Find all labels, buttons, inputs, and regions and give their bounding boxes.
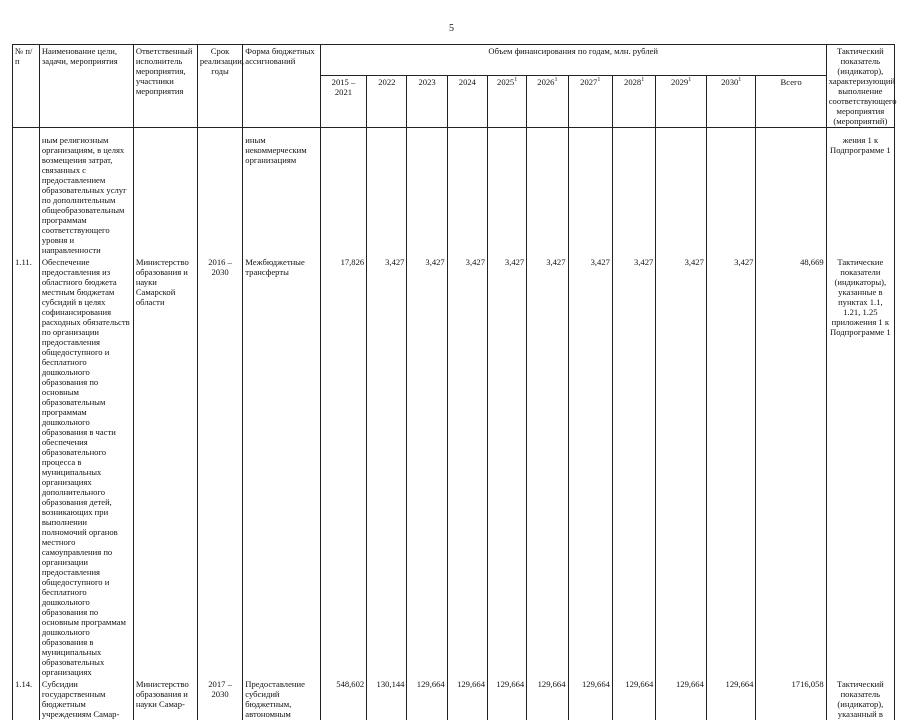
header-year: 2023 (407, 76, 447, 128)
row-form: Межбюджетные трансферты (243, 256, 320, 678)
row-indicator: Тактический показатель (индикатор), указанный в (826, 678, 894, 720)
row-value: 3,427 (706, 256, 756, 678)
row-num: 1.14. (13, 678, 40, 720)
row-value: 3,427 (488, 256, 527, 678)
row-form: Предоставление субсидий бюджетным, автономным (243, 678, 320, 720)
header-num: № п/п (13, 45, 40, 128)
footnote-mark: 1 (688, 77, 692, 84)
table-row (13, 678, 895, 720)
footnote-mark: 1 (597, 77, 601, 84)
row-value: 129,664 (407, 678, 447, 720)
row-value: 129,664 (527, 678, 568, 720)
header-year: 2022 (367, 76, 407, 128)
row-value: 3,427 (407, 256, 447, 678)
row-value (407, 134, 447, 256)
header-year: 2027$^1$ (568, 76, 612, 128)
row-value (447, 134, 487, 256)
header-row (13, 45, 895, 76)
row-name: Субсидии государственным бюджетным учреждениям Самар- (39, 678, 133, 720)
row-value (320, 134, 366, 256)
row-value (706, 134, 756, 256)
row-value: 129,664 (568, 678, 612, 720)
row-value: 548,602 (320, 678, 366, 720)
row-term (197, 134, 242, 256)
header-executor: Ответственный исполнитель мероприятия, участники мероприятия (133, 45, 197, 128)
row-term: 2017 – 2030 (197, 678, 242, 720)
row-executor: Министерство образования и науки Самар- (133, 678, 197, 720)
row-form: иным некоммерческим организациям (243, 134, 320, 256)
footnote-mark: 1 (514, 77, 518, 84)
row-indicator: жения 1 к Подпрограмме 1 (826, 134, 894, 256)
header-year: 2025$^1$ (488, 76, 527, 128)
header-year: 2030$^1$ (706, 76, 756, 128)
header-form: Форма бюджетных ассигнований (243, 45, 320, 128)
row-value (488, 134, 527, 256)
header-year-total: Всего (756, 76, 826, 128)
row-value: 129,664 (488, 678, 527, 720)
header-funding: Объем финансирования по годам, млн. рублей (320, 45, 826, 76)
row-name: Обеспечение предоставления из областного бюджета местным бюджетам субсидий в целях софинансирования расходных обязательств по организации предоставления общедоступного и бесплатного дошкольного образования по основным образовательным программам дошкольного образования в части обеспечения образовательного процесса в муниципальных организациях дополнительного образования детей, возникающих при выполнении полномочий органов местного самоуправления по организации предоставления общедоступного и бесплатного дошкольного образования по основным программам дошкольного образования в муниципальных образовательных организациях (39, 256, 133, 678)
row-executor (133, 134, 197, 256)
row-value (612, 134, 655, 256)
budget-table (12, 44, 895, 720)
row-value: 3,427 (447, 256, 487, 678)
row-value: 129,664 (656, 678, 707, 720)
header-year: 2029$^1$ (656, 76, 707, 128)
row-value-total: 48,669 (756, 256, 826, 678)
row-value (527, 134, 568, 256)
table-row (13, 134, 895, 256)
row-value: 130,144 (367, 678, 407, 720)
row-value: 129,664 (612, 678, 655, 720)
row-value (568, 134, 612, 256)
row-value-total (756, 134, 826, 256)
row-executor: Министерство образования и науки Самарской области (133, 256, 197, 678)
row-indicator: Тактические показатели (индикаторы), указанные в пунктах 1.1, 1.21, 1.25 приложения 1 к Подпрограмме 1 (826, 256, 894, 678)
row-value: 129,664 (706, 678, 756, 720)
header-name: Наименование цели, задачи, мероприятия (39, 45, 133, 128)
header-year: 2026$^1$ (527, 76, 568, 128)
row-value: 3,427 (527, 256, 568, 678)
row-value (656, 134, 707, 256)
header-year: 2015 – 2021 (320, 76, 366, 128)
row-num: 1.11. (13, 256, 40, 678)
row-value: 17,826 (320, 256, 366, 678)
row-value: 3,427 (367, 256, 407, 678)
row-name: ным религиозным организациям, в целях возмещения затрат, связанных с предоставлением образовательных услуг по дополнительным общеобразовательным программам соответствующего уровня и направленности (39, 134, 133, 256)
row-term: 2016 – 2030 (197, 256, 242, 678)
row-value: 129,664 (447, 678, 487, 720)
table-row (13, 256, 895, 678)
footnote-mark: 1 (641, 77, 645, 84)
footnote-mark: 1 (554, 77, 558, 84)
row-value: 3,427 (612, 256, 655, 678)
footnote-mark: 1 (738, 77, 742, 84)
header-year: 2028$^1$ (612, 76, 655, 128)
row-num (13, 134, 40, 256)
header-year: 2024 (447, 76, 487, 128)
page-number: 5 (449, 23, 454, 34)
row-value-total: 1716,058 (756, 678, 826, 720)
row-value: 3,427 (568, 256, 612, 678)
row-value (367, 134, 407, 256)
header-indicator: Тактический показатель (индикатор), характеризующий выполнение соответствующего мероприятия (мероприятий) (826, 45, 894, 128)
row-value: 3,427 (656, 256, 707, 678)
header-term: Срок реализации, годы (197, 45, 242, 128)
